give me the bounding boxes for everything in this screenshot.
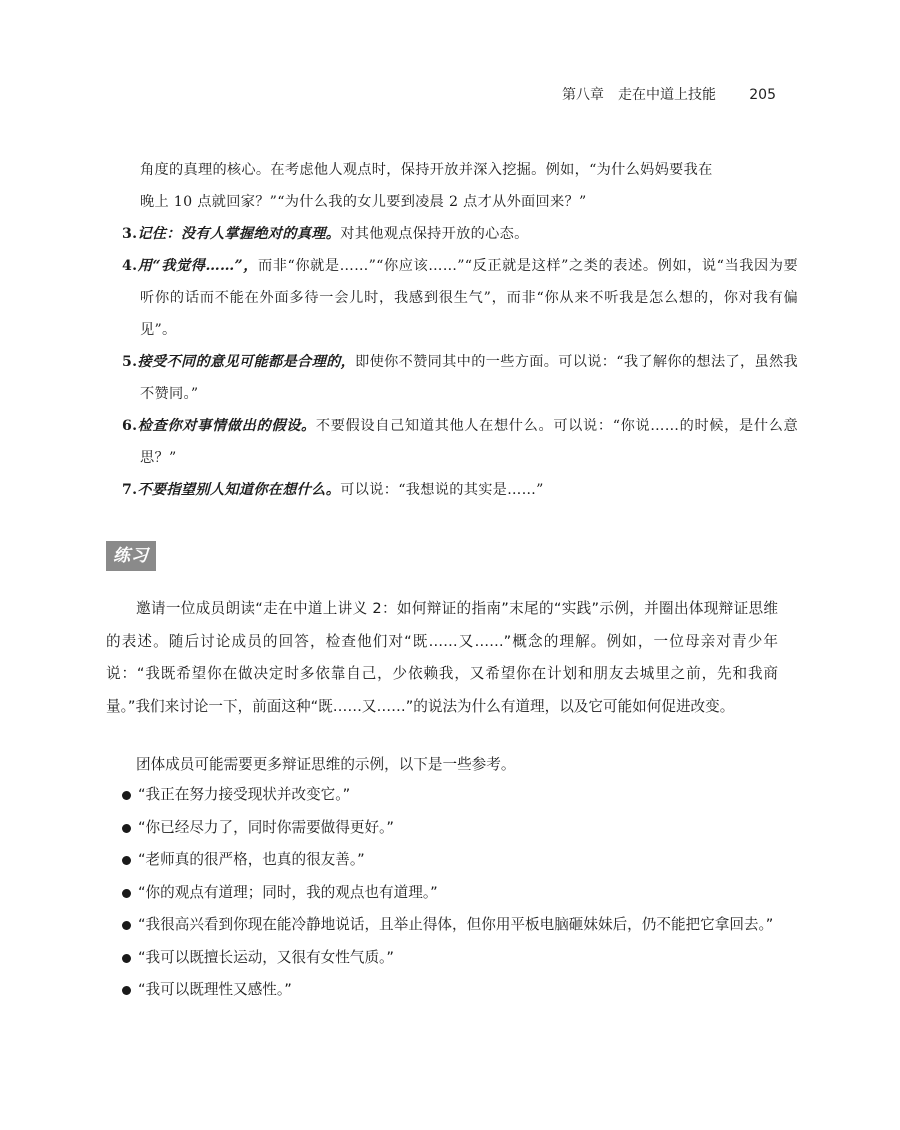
list-item [122,877,778,910]
bullet-icon [122,889,131,898]
bullet-icon [122,986,131,995]
examples-list [122,779,778,1007]
list-item [122,942,778,975]
bullet-icon [122,856,131,865]
section-title: 练习 [113,546,149,566]
list-item [122,909,778,942]
exercise-paragraph: 邀请一位成员朗读“走在中道上讲义 2：如何辩证的指南”末尾的“实践”示例，并圈出体现辩证思维的表述。随后讨论成员的回答，检查他们对“既……又……”概念的理解。例如，一位母亲对青少年说：“我既希望你在做决定时多依靠自己，少依赖我，又希望你在计划和朋友去城里之前，先和我商量。”我们来讨论一下，前面这种“既……又……”的说法为什么有道理，以及它可能如何促进改变。 [106,600,778,715]
list-item-text: 不要假设自己知道其他人在想什么。可以说：“你说……的时候，是什么意思？” [140,418,798,466]
list-item-continuation [122,154,798,218]
list-item-3 [122,218,798,250]
bullet-icon [122,954,131,963]
list-item-6 [122,410,798,474]
list-item-text: “我很高兴看到你现在能冷静地说话，且举止得体，但你用平板电脑砸妹妹后，仍不能把它拿回去。” [138,916,774,933]
list-item [122,844,778,877]
list-item-emphasis: 记住：没有人掌握绝对的真理。 [137,226,341,242]
list-item-text: “我可以既理性又感性。” [138,981,292,998]
list-item-number: 4. [122,258,138,274]
list-item-text: 可以说：“我想说的其实是……” [340,482,544,498]
list-item-text: 对其他观点保持开放的心态。 [340,226,529,242]
list-item-number: 7. [122,482,138,498]
list-item-text: 而非“你就是……”“你应该……”“反正就是这样”之类的表述。例如，说“当我因为要听你的话而不能在外面多待一会儿时，我感到很生气”，而非“你从来不听我是怎么想的，你对我有偏见”。 [140,258,798,338]
page-number: 205 [749,87,776,103]
continuation-line-1: 角度的真理的核心。在考虑他人观点时，保持开放并深入挖掘。例如，“为什么妈妈要我在 [140,162,713,178]
list-item-emphasis: 接受不同的意见可能都是合理的， [137,354,356,370]
examples-intro: 团体成员可能需要更多辩证思维的示例，以下是一些参考。 [136,756,516,773]
section-heading [106,541,156,571]
bullet-icon [122,921,131,930]
list-item-text: “你的观点有道理；同时，我的观点也有道理。” [138,883,438,901]
bullet-icon [122,824,131,833]
list-item-5 [122,346,798,410]
list-item [122,812,778,845]
list-item-number: 3. [122,226,138,242]
list-item-7 [122,474,798,506]
chapter-title: 第八章 走在中道上技能 [562,87,716,103]
bullet-icon [122,791,131,800]
list-item-text: “你已经尽力了，同时你需要做得更好。” [138,818,394,836]
list-item-4 [122,250,798,346]
list-item-text: “我正在努力接受现状并改变它。” [138,786,351,803]
list-item-text: “老师真的很严格，也真的很友善。” [138,851,365,868]
list-item-number: 6. [122,418,138,434]
list-item-emphasis: 用“我觉得……”， [137,258,258,274]
list-item [122,974,778,1007]
list-item [122,779,778,812]
list-item-text: “我可以既擅长运动，又很有女性气质。” [138,948,394,966]
list-item-text: 即使你不赞同其中的一些方面。可以说：“我了解你的想法了，虽然我不赞同。” [140,354,798,402]
list-item-number: 5. [122,354,138,370]
list-item-emphasis: 检查你对事情做出的假设。 [137,418,316,434]
continuation-line-2: 晚上 10 点就回家？”“为什么我的女儿要到凌晨 2 点才从外面回来？” [140,194,587,210]
list-item-emphasis: 不要指望别人知道你在想什么。 [137,482,341,498]
